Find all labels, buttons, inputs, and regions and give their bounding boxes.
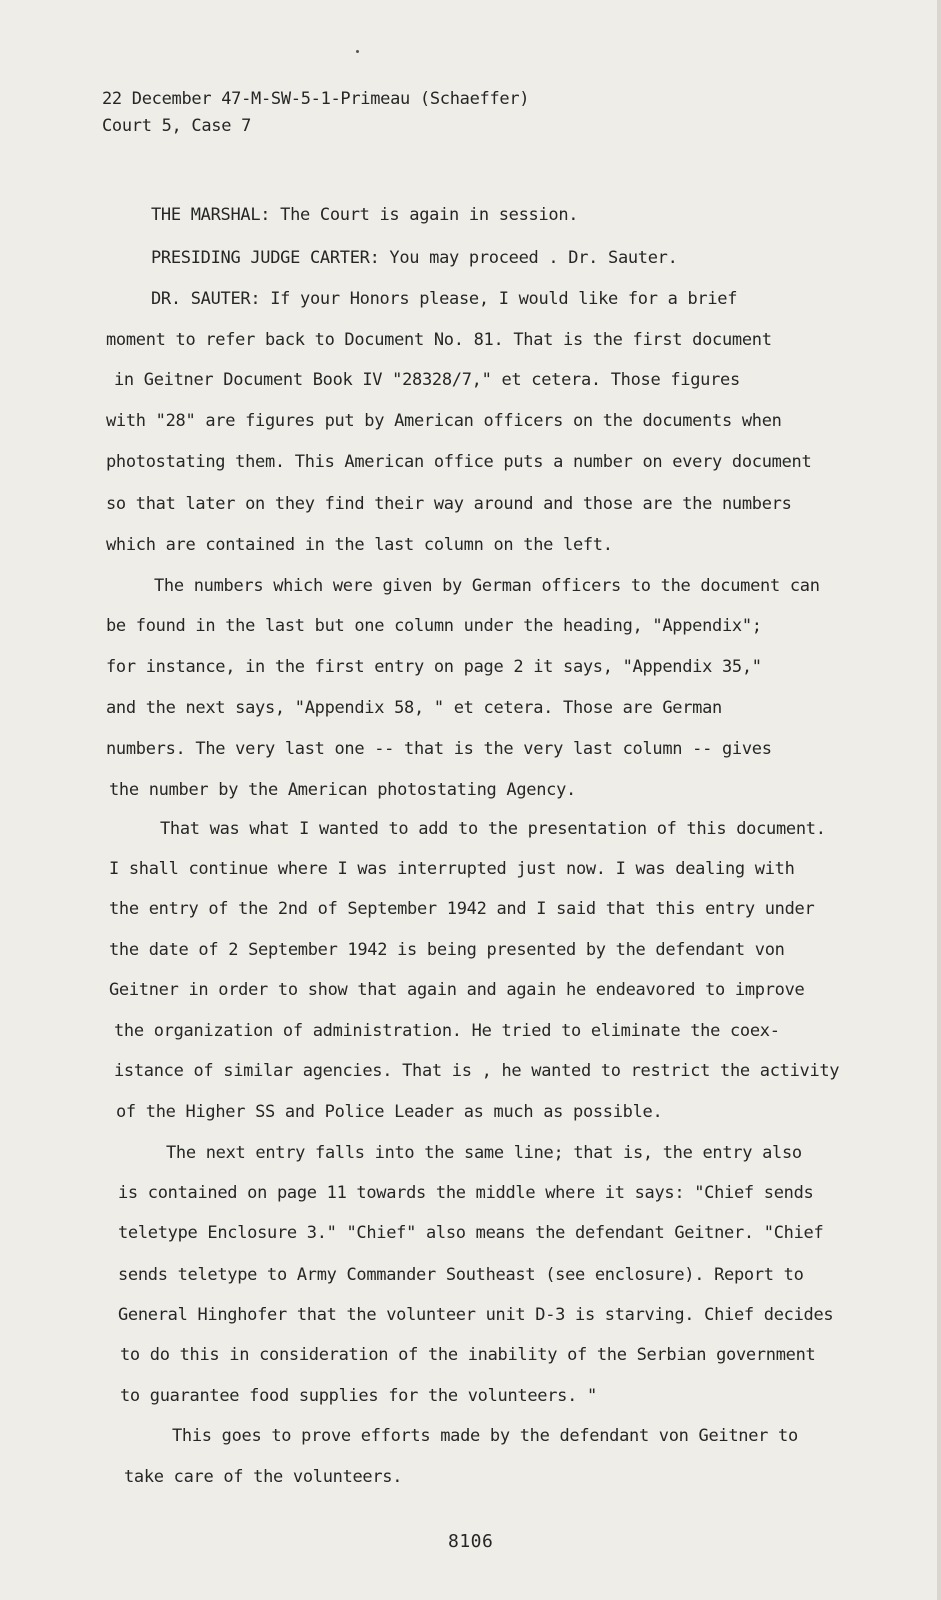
transcript-line: so that later on they find their way around and those are the numbers bbox=[106, 494, 792, 514]
transcript-line: for instance, in the first entry on page 2 it says, "Appendix 35," bbox=[106, 657, 762, 677]
transcript-line: moment to refer back to Document No. 81. That is the first document bbox=[106, 330, 772, 350]
transcript-line: Geitner in order to show that again and again he endeavored to improve bbox=[109, 980, 805, 1000]
transcript-line: sends teletype to Army Commander Southeast (see enclosure). Report to bbox=[118, 1265, 804, 1285]
transcript-line: the organization of administration. He tried to eliminate the coex- bbox=[114, 1021, 780, 1041]
transcript-line: with "28" are figures put by American officers on the documents when bbox=[106, 411, 782, 431]
transcript-line: be found in the last but one column under the heading, "Appendix"; bbox=[106, 616, 762, 636]
transcript-line: DR. SAUTER: If your Honors please, I would like for a brief bbox=[151, 289, 738, 309]
transcript-line: to guarantee food supplies for the volunteers. " bbox=[120, 1386, 597, 1406]
transcript-line: in Geitner Document Book IV "28328/7," et cetera. Those figures bbox=[114, 370, 740, 390]
transcript-line: PRESIDING JUDGE CARTER: You may proceed . Dr. Sauter. bbox=[151, 248, 678, 268]
transcript-line: teletype Enclosure 3." "Chief" also means the defendant Geitner. "Chief bbox=[118, 1223, 824, 1243]
transcript-line: which are contained in the last column on the left. bbox=[106, 535, 613, 555]
document-header bbox=[102, 86, 529, 140]
transcript-line: photostating them. This American office puts a number on every document bbox=[106, 452, 812, 472]
transcript-line: the date of 2 September 1942 is being presented by the defendant von bbox=[109, 940, 785, 960]
header-line-court-case: Court 5, Case 7 bbox=[102, 116, 252, 136]
transcript-line: That was what I wanted to add to the presentation of this document. bbox=[160, 819, 826, 839]
transcript-line: The numbers which were given by German officers to the document can bbox=[154, 576, 820, 596]
transcript-line: the number by the American photostating Agency. bbox=[109, 780, 576, 800]
transcript-line: is contained on page 11 towards the middle where it says: "Chief sends bbox=[118, 1183, 814, 1203]
transcript-line: I shall continue where I was interrupted just now. I was dealing with bbox=[109, 859, 795, 879]
transcript-line: istance of similar agencies. That is , he wanted to restrict the activity bbox=[114, 1061, 840, 1081]
transcript-line: General Hinghofer that the volunteer unit D-3 is starving. Chief decides bbox=[118, 1305, 834, 1325]
transcript-line: numbers. The very last one -- that is the very last column -- gives bbox=[106, 739, 772, 759]
transcript-line: and the next says, "Appendix 58, " et cetera. Those are German bbox=[106, 698, 722, 718]
transcript-line: to do this in consideration of the inability of the Serbian government bbox=[120, 1345, 816, 1365]
transcript-line: of the Higher SS and Police Leader as much as possible. bbox=[116, 1102, 663, 1122]
page-number: 8106 bbox=[448, 1531, 494, 1552]
transcript-line: THE MARSHAL: The Court is again in session. bbox=[151, 205, 579, 225]
transcript-line: The next entry falls into the same line; that is, the entry also bbox=[166, 1143, 802, 1163]
header-line-date-reference: 22 December 47-M-SW-5-1-Primeau (Schaeffer) bbox=[102, 89, 530, 109]
transcript-line: the entry of the 2nd of September 1942 and I said that this entry under bbox=[109, 899, 815, 919]
ink-speck bbox=[356, 50, 359, 53]
transcript-line: This goes to prove efforts made by the defendant von Geitner to bbox=[172, 1426, 798, 1446]
transcript-line: take care of the volunteers. bbox=[124, 1467, 403, 1487]
